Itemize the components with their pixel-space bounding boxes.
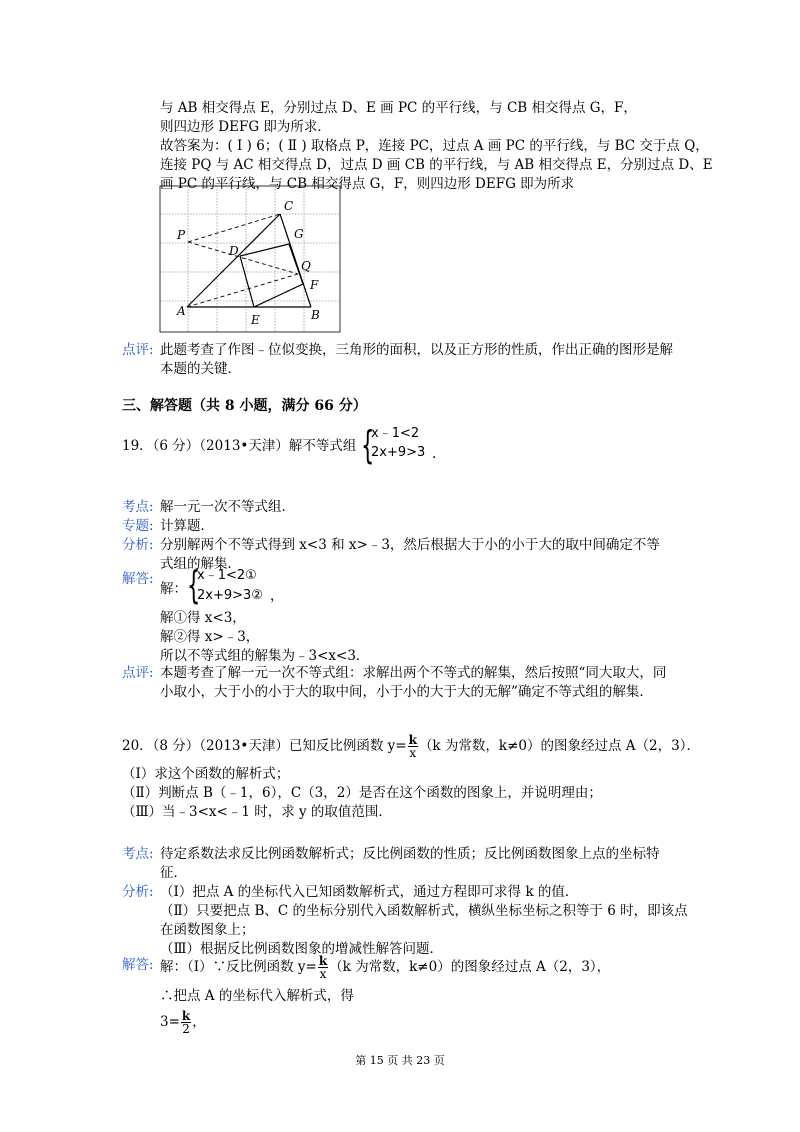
text-line: 画 PC 的平行线，与 CB 相交得点 G，F，则四边形 DEFG 即为所求 [160, 176, 575, 192]
text-line: 式组的解集． [160, 556, 241, 572]
label-b: B [311, 308, 320, 322]
label-zhuanti: 专题: [122, 518, 154, 534]
sub-question: （Ⅱ）判断点 B（﹣1，6），C（3，2）是否在这个函数的图象上，并说明理由； [122, 785, 602, 801]
triangle-abc [187, 214, 311, 307]
label-jieda: 解答: [122, 571, 154, 587]
fraction-denominator: x [409, 746, 417, 760]
solution-line [160, 1010, 206, 1035]
text-line: 解②得 x>﹣3， [160, 629, 260, 645]
stem-text: （k 为常数，k≠0）的图象经过点 A（2，3）． [418, 738, 700, 754]
solution-line [160, 955, 610, 980]
text-line: （Ⅰ）把点 A 的坐标代入已知函数解析式，通过方程即可求得 k 的值． [160, 884, 579, 900]
brace-icon: { [187, 563, 201, 607]
punctuation: ， [270, 588, 284, 604]
text-line: 分别解两个不等式得到 x<3 和 x>﹣3，然后根据大于小的小于大的取中间确定不等 [160, 537, 660, 553]
system-line: 2x+9>3② [197, 588, 263, 603]
text-line: 则四边形 DEFG 即为所求． [160, 119, 331, 135]
section-title: 三、解答题（共 8 小题，满分 66 分） [122, 398, 367, 414]
label-f: F [310, 278, 319, 292]
question-stem [122, 734, 700, 759]
label-fenxi: 分析: [122, 537, 154, 553]
system-line: x﹣1<2① [197, 568, 257, 583]
text-line: （Ⅱ）只要把点 B、C 的坐标分别代入函数解析式，横纵坐标坐标之积等于 6 时，即该点 [160, 903, 688, 919]
label-c: C [284, 199, 294, 213]
fraction-numerator: k [318, 954, 328, 968]
fraction [408, 734, 418, 759]
text-line: 解： [160, 581, 187, 597]
fraction-numerator: k [408, 733, 417, 747]
label-a: A [177, 304, 186, 318]
label-q: Q [301, 259, 311, 273]
label-p: P [177, 228, 186, 242]
fraction-numerator: k [181, 1009, 191, 1023]
fraction-denominator: 2 [182, 1022, 190, 1036]
text-line: 连接 PQ 与 AC 相交得点 D，过点 D 画 CB 的平行线，与 AB 相交得点 E，分别过点 D、E [160, 157, 713, 173]
solution-text: ， [192, 1014, 206, 1030]
solution-text: （k 为常数，k≠0）的图象经过点 A（2，3）， [329, 959, 611, 975]
text-line: 待定系数法求反比例函数解析式；反比例函数的性质；反比例函数图象上点的坐标特 [160, 846, 660, 862]
text-line: 本题考查了解一元一次不等式组：求解出两个不等式的解集，然后按照“同大取大，同 [160, 665, 667, 681]
text-line: 与 AB 相交得点 E，分别过点 D、E 画 PC 的平行线，与 CB 相交得点 G，F， [160, 100, 637, 116]
brace-icon: { [361, 423, 375, 467]
text-line: ∴把点 A 的坐标代入解析式，得 [160, 988, 354, 1004]
label-jieda: 解答: [122, 957, 154, 973]
text-line: 此题考查了作图﹣位似变换，三角形的面积，以及正方形的性质，作出正确的图形是解 [160, 342, 673, 358]
label-d: D [229, 244, 239, 258]
solution-text: 3= [160, 1014, 180, 1030]
label-g: G [294, 227, 304, 241]
label-kaodian: 考点: [122, 846, 154, 862]
text-line: 计算题． [160, 518, 214, 534]
label-dianping: 点评: [122, 665, 154, 681]
punctuation: . [432, 446, 437, 462]
construction-lines [187, 214, 303, 307]
text-line: 故答案为：( Ⅰ ) 6；( Ⅱ ) 取格点 P，连接 PC，过点 A 画 PC 的平行线，与 BC 交于点 Q， [160, 138, 709, 154]
text-line: 征． [160, 865, 187, 881]
sub-question: （Ⅲ）当﹣3<x<﹣1 时，求 y 的取值范围． [122, 804, 392, 820]
fraction [181, 1010, 191, 1035]
question-stem: 19．（6 分）（2013•天津）解不等式组 [122, 438, 357, 454]
text-line: 所以不等式组的解集为﹣3<x<3． [160, 648, 370, 664]
stem-text: 20．（8 分）（2013•天津）已知反比例函数 y= [122, 738, 407, 754]
text-line: 在函数图象上； [160, 922, 255, 938]
sub-question: （Ⅰ）求这个函数的解析式； [122, 766, 290, 782]
geometry-figure [150, 184, 350, 336]
text-line: 本题的关键． [160, 361, 241, 377]
system-line: 2x+9>3 [371, 445, 426, 460]
label-e: E [251, 313, 260, 327]
page-footer: 第 15 页 共 23 页 [355, 1054, 445, 1067]
text-line: 小取小，大于小的小于大的取中间，小于小的大于大的无解”确定不等式组的解集． [160, 684, 653, 700]
text-line: 解一元一次不等式组． [160, 499, 295, 515]
label-kaodian: 考点: [122, 499, 154, 515]
system-line: x﹣1<2 [371, 426, 420, 441]
fraction-denominator: x [319, 967, 327, 981]
solution-text: 解：（Ⅰ）∵反比例函数 y= [160, 959, 317, 975]
label-fenxi: 分析: [122, 884, 154, 900]
fraction [318, 955, 328, 980]
text-line: （Ⅲ）根据反比例函数图象的增减性解答问题． [160, 941, 444, 957]
label-dianping: 点评: [122, 342, 154, 358]
text-line: 解①得 x<3， [160, 610, 246, 626]
